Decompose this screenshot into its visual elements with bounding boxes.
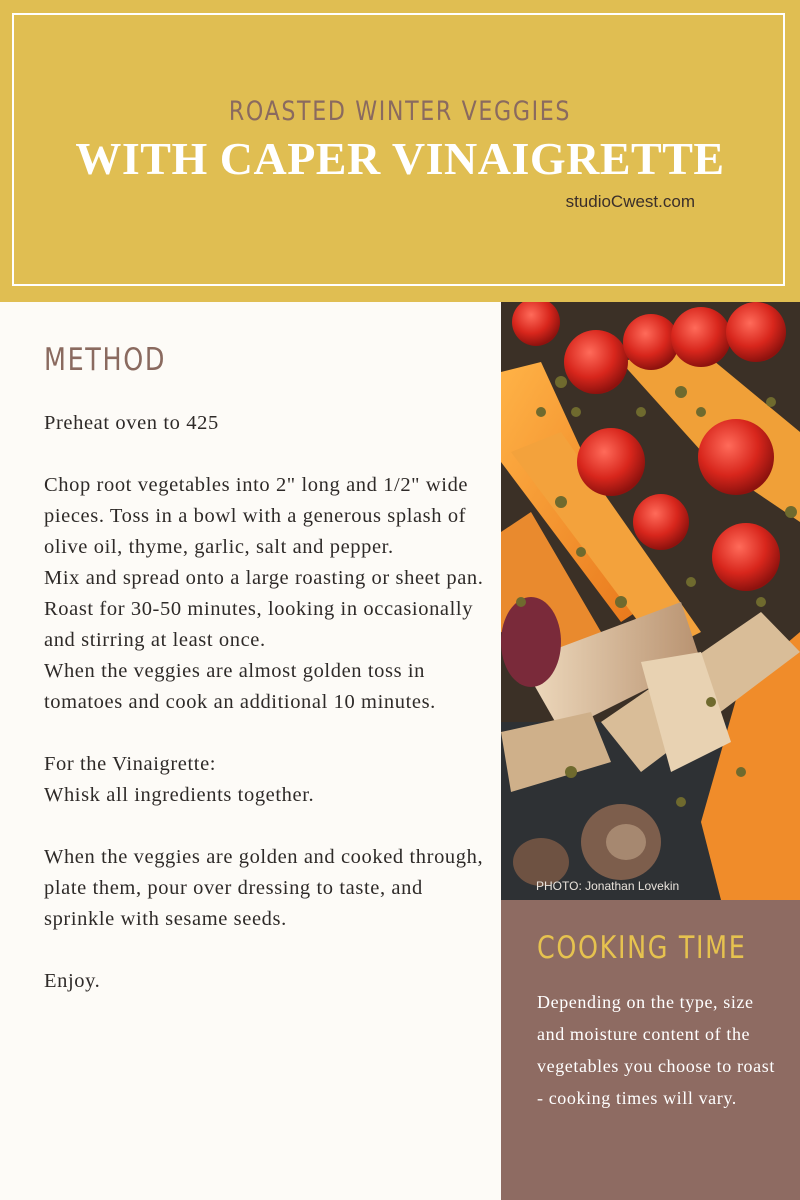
- method-step: Enjoy.: [44, 970, 101, 992]
- method-step: Mix and spread onto a large roasting or sheet pan.: [44, 567, 484, 589]
- vegetables-illustration: [501, 302, 800, 900]
- recipe-subtitle: ROASTED WINTER VEGGIES: [228, 96, 572, 127]
- cooking-time-panel: [501, 900, 800, 1200]
- paragraph-gap: [44, 935, 484, 966]
- method-panel: [0, 302, 501, 1200]
- method-step: Whisk all ingredients together.: [44, 784, 315, 806]
- method-step: Roast for 30-50 minutes, looking in occasionally and stirring at least once.: [44, 598, 474, 651]
- site-name: studioCwest.com: [565, 192, 695, 211]
- method-step: When the veggies are golden and cooked through, plate them, pour over dressing to taste, and sprinkle with sesame seeds.: [44, 846, 484, 930]
- cooking-time-heading: COOKING TIME: [537, 930, 747, 966]
- recipe-title: WITH CAPER VINAIGRETTE: [75, 133, 725, 184]
- method-step: For the Vinaigrette:: [44, 753, 217, 775]
- method-step: Chop root vegetables into 2" long and 1/2" wide pieces. Toss in a bowl with a generous splash of olive oil, thyme, garlic, salt and pepper.: [44, 474, 469, 558]
- method-heading: METHOD: [44, 342, 167, 378]
- paragraph-gap: [44, 718, 484, 749]
- method-step: When the veggies are almost golden toss in tomatoes and cook an additional 10 minutes.: [44, 660, 436, 713]
- method-body: [44, 408, 484, 997]
- roasted-vegetables-photo: [501, 302, 800, 900]
- paragraph-gap: [44, 439, 484, 470]
- photo-credit: PHOTO: Jonathan Lovekin: [536, 879, 680, 893]
- paragraph-gap: [44, 811, 484, 842]
- cooking-time-body: Depending on the type, size and moisture content of the vegetables you choose to roast - cooking times will vary.: [537, 992, 775, 1108]
- header-banner: [0, 0, 800, 302]
- method-step: Preheat oven to 425: [44, 412, 219, 434]
